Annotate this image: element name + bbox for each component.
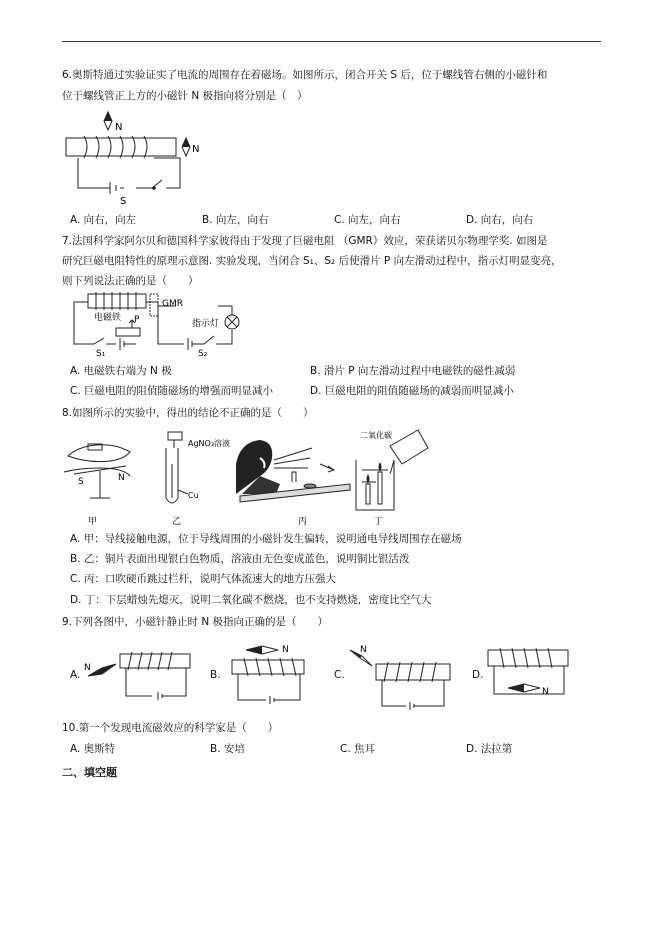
q9-figure-a [82,644,194,706]
q7-option-b[interactable]: B. 滑片 P 向左滑动过程中电磁铁的磁性减弱 [310,365,516,377]
q7-option-c[interactable]: C. 巨磁电阻的阻值随磁场的增强而明显减小 [70,385,274,397]
q6-option-c[interactable]: C. 向左，向右 [334,214,401,226]
q8-option-a[interactable]: A. 甲：导线接触电源，位于导线周围的小磁针发生偏转，说明通电导线周围存在磁场 [70,533,462,545]
q8-co2-label: 二氧化碳 [360,431,392,440]
q7-lamp-label: 指示灯 [192,319,220,329]
q8-experiments-figure [60,424,480,528]
q8-option-b[interactable]: B. 乙：铜片表面出现银白色物质，溶液由无色变成蓝色，说明铜比银活泼 [70,553,410,565]
q6-text-2: 位于螺线管正上方的小磁针 N 极指向将分别是（ ） [62,90,308,102]
q6-n-right: N [192,144,200,155]
q7-gmr-label: GMR [162,299,183,309]
q9-a-n: N [84,663,91,673]
q7-option-d[interactable]: D. 巨磁电阻的阻值随磁场的减弱而明显减小 [310,385,514,397]
q9-figure-c [346,644,458,714]
q8-text: 8.如图所示的实验中，得出的结论不正确的是（ ） [62,407,314,419]
q7-option-a[interactable]: A. 电磁铁右端为 N 极 [70,365,172,377]
q7-text-2: 研究巨磁电阻特性的原理示意图. 实验发现，当闭合 S₁、S₂ 后使滑片 P 向左滑动过程中，指示灯明显变亮， [62,255,562,267]
q8-bing-label: 丙 [298,517,308,527]
q9-option-a[interactable]: A. [70,669,81,681]
q6-solenoid-figure [62,108,202,208]
q9-a-needle-icon [88,664,116,676]
q6-option-d[interactable]: D. 向右，向右 [466,214,534,226]
q9-d-n: N [542,687,549,697]
q9-b-n: N [282,645,289,655]
q6-s-label: S [120,196,127,207]
q8-ding-label: 丁 [374,517,384,527]
q6-option-a[interactable]: A. 向右，向左 [70,214,137,226]
section-2-title: 二、填空题 [62,766,117,779]
q8-jia-label: 甲 [88,517,98,527]
q7-text-3: 则下列说法正确的是（ ） [62,275,199,287]
q8-option-d[interactable]: D. 丁：下层蜡烛先熄灭，说明二氧化碳不燃烧，也不支持燃烧，密度比空气大 [70,594,432,606]
q10-option-b[interactable]: B. 安培 [210,743,245,755]
q8-agno3-label: AgNO₃溶液 [188,439,231,448]
q7-p-label: P [134,315,140,325]
q7-gmr-figure [66,292,251,362]
header-rule [62,41,601,42]
q9-option-b[interactable]: B. [210,669,221,681]
q8-n-label: N [118,473,125,483]
q9-text: 9.下列各图中，小磁针静止时 N 极指向正确的是（ ） [62,616,329,628]
q9-option-c[interactable]: C. [334,669,345,681]
q6-n-top: N [115,122,123,133]
q7-magnet-label: 电磁铁 [94,313,122,323]
q6-text: 6.奥斯特通过实验证实了电流的周围存在着磁场。如图所示，闭合开关 S 后，位于螺线管右侧的小磁针和 [62,69,548,81]
q9-option-d[interactable]: D. [472,669,484,681]
q8-option-c[interactable]: C. 丙：口吹硬币跳过栏杆，说明气体流速大的地方压强大 [70,573,337,585]
q8-blowing-illustration [236,440,350,502]
q10-option-d[interactable]: D. 法拉第 [466,743,513,755]
q10-text: 10.第一个发现电流磁效应的科学家是（ ） [62,722,279,734]
q10-option-a[interactable]: A. 奥斯特 [70,743,116,755]
q7-s2-label: S₂ [198,349,208,359]
q7-s1-label: S₁ [96,349,106,359]
q9-c-n: N [360,645,367,655]
q7-text: 7.法国科学家阿尔贝和德国科学家彼得由于发现了巨磁电阻 （GMR）效应，荣获诺贝尔物理学奖. 如图是 [62,235,548,247]
q9-figure-d [484,642,574,708]
q8-yi-label: 乙 [172,517,182,527]
q8-cu-label: Cu [188,491,199,500]
q10-option-c[interactable]: C. 焦耳 [340,743,376,755]
q6-option-b[interactable]: B. 向左，向右 [202,214,269,226]
q9-figure-b [224,640,314,706]
q8-s-label: S [78,477,84,487]
